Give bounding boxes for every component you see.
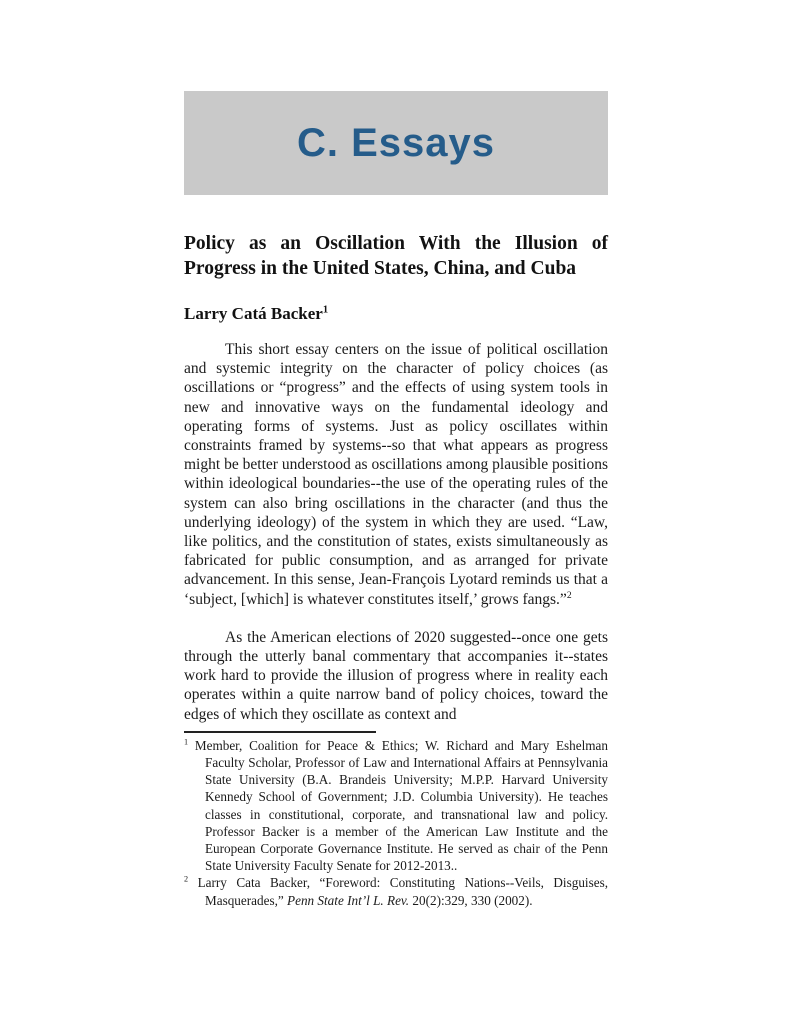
- footnote: [184, 874, 608, 908]
- article-body: [184, 340, 608, 724]
- article-title: Policy as an Oscillation With the Illusion of Progress in the United States, China, and Cuba: [184, 233, 608, 279]
- section-heading: C. Essays: [296, 120, 496, 165]
- footnote-text: Member, Coalition for Peace & Ethics; W. Richard and Mary Eshelman Faculty Scholar, Professor of Law and International Affairs at Pennsylvania State University (B.A. Brandeis University; M.P.P. Harvard University Kennedy School of Government; J.D. Columbia University). He teaches classes in constitutional, corporate, and transnational law and policy. Professor Backer is a member of the American Law Institute and the European Corporate Governance Institute. He served as chair of the Penn State University Faculty Senate for 2012-2013..: [194, 737, 609, 874]
- author-line: [184, 304, 608, 324]
- footnote-text: Larry Cata Backer, “Foreword: Constituting Nations--Veils, Disguises, Masquerades,”: [197, 875, 608, 908]
- essays-section-banner: [184, 91, 608, 195]
- footnote-marker: 1: [184, 737, 189, 747]
- body-paragraph: [184, 628, 608, 724]
- paragraph-text: This short essay centers on the issue of political oscillation and systemic integrity on the character of policy choices (as oscillations or “progress” and the effects of using system tools in new and innovative ways on the fundamental ideology and operating forms of systems. Just as policy oscillates within constraints framed by systems--so that what appears as progress might be better understood as oscillations among plausible positions within ideological boundaries--the use of the operating rules of the system can also bring oscillations in the character (and thus the underlying ideology) of the system in which they are used. “Law, like politics, and the constitution of states, exists simultaneously as fabricated for public consumption, and as arranged for private advancement. In this sense, Jean-François Lyotard reminds us that a ‘subject, [which] is whatever constitutes itself,’ grows fangs.”: [184, 341, 608, 608]
- content-column: [184, 91, 608, 909]
- body-paragraph: [184, 340, 608, 609]
- footnotes-section: [184, 737, 608, 909]
- footnote-text: 20(2):329, 330 (2002).: [409, 892, 533, 908]
- footnote-citation-source: Penn State Int’l L. Rev.: [287, 892, 410, 908]
- footnote-separator: [184, 731, 376, 733]
- author-footnote-ref: 1: [322, 304, 329, 316]
- author-name: Larry Catá Backer: [184, 304, 323, 323]
- paragraph-text: As the American elections of 2020 suggested--once one gets through the utterly banal commentary that accompanies it--states work hard to provide the illusion of progress where in reality each operates within a quite narrow band of policy choices, toward the edges of which they oscillate as context and: [184, 628, 608, 723]
- footnote-ref: 2: [566, 589, 572, 601]
- footnote-marker: 2: [184, 875, 189, 885]
- footnote: [184, 737, 608, 875]
